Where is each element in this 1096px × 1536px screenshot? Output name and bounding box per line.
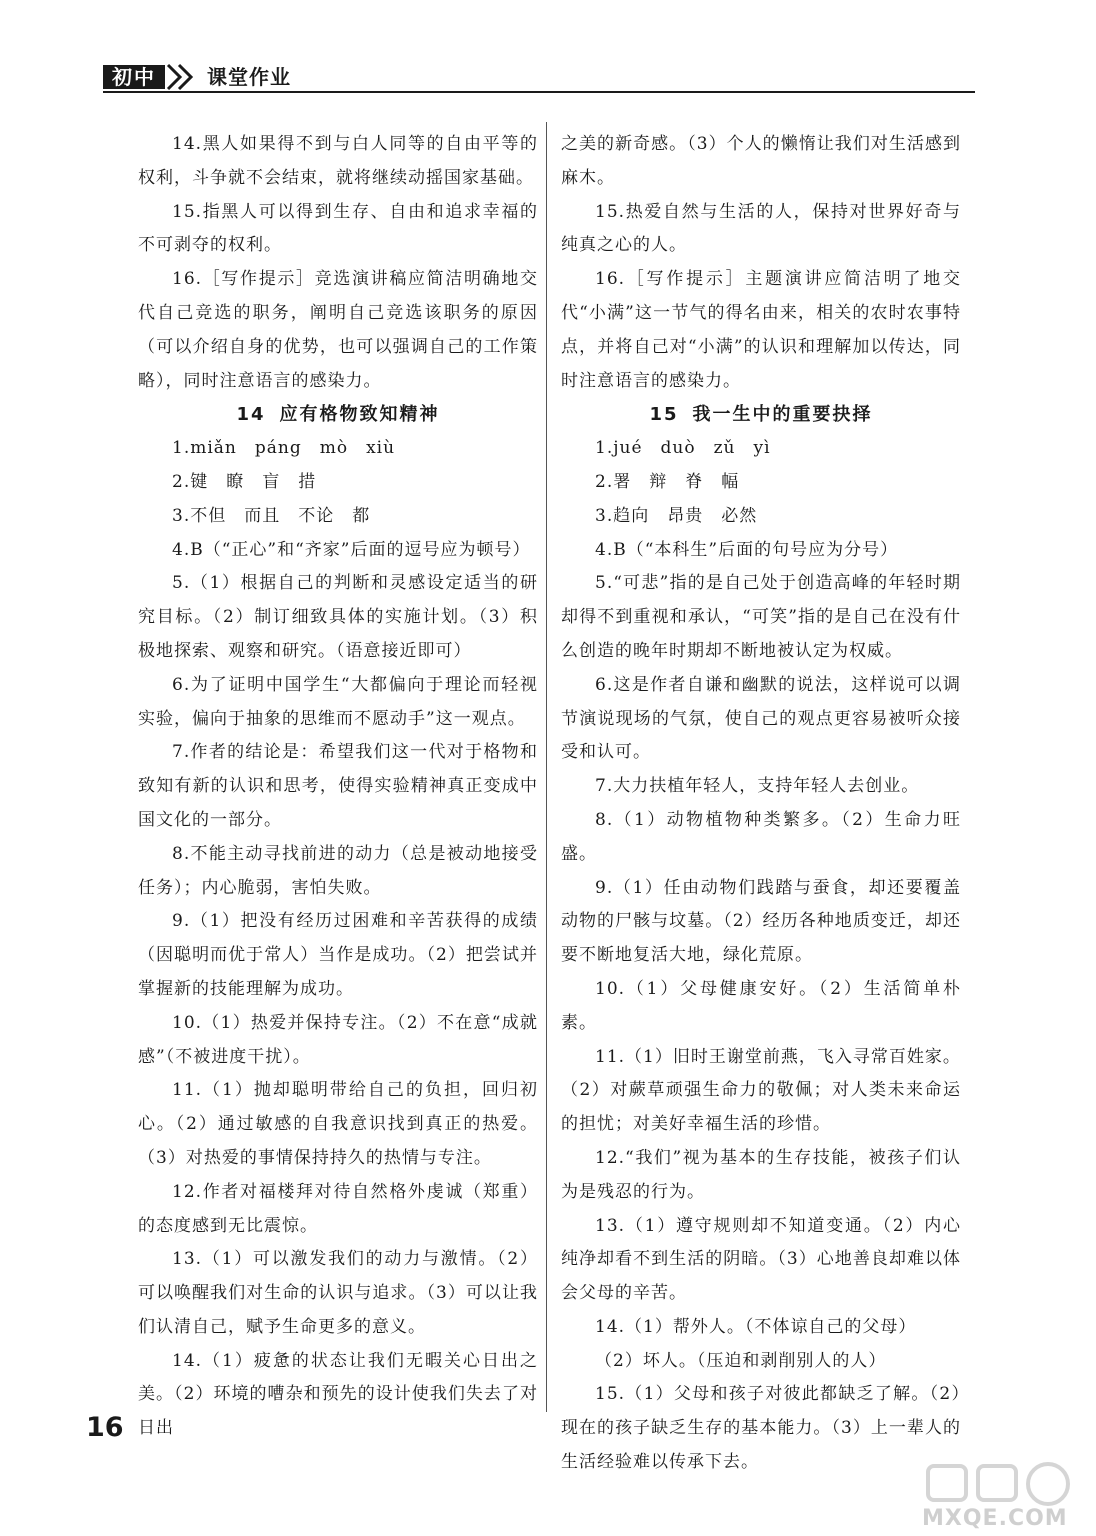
answer-paragraph: 9.（1）把没有经历过困难和辛苦获得的成绩（因聪明而优于常人）当作是成功。（2）把尝试并掌握新的技能理解为成功。 [138,911,538,999]
answer-paragraph: （2）坏人。（压迫和剥削别人的人） [595,1350,887,1371]
answer-paragraph: 16.［写作提示］主题演讲应简洁明了地交代“小满”这一节气的得名由来，相关的农时农事特点，并将自己对“小满”的认识和理解加以传达，同时注意语言的感染力。 [561,269,961,391]
section-heading [561,398,961,432]
section-heading [138,398,538,432]
answer-paragraph: 14.（1）疲惫的状态让我们无暇关心日出之美。（2）环境的嘈杂和预先的设计使我们失去了对日出 [138,1350,538,1439]
answer-paragraph: 13.（1）遵守规则却不知道变通。（2）内心纯净却看不到生活的阴暗。（3）心地善良却难以体会父母的辛苦。 [561,1215,961,1304]
answer-paragraph: 12.作者对福楼拜对待自然格外虔诚（郑重）的态度感到无比震惊。 [138,1181,538,1236]
answer-paragraph: 5.（1）根据自己的判断和灵感设定适当的研究目标。（2）制订细致具体的实施计划。（3）积极地探索、观察和研究。（语意接近即可） [138,573,538,661]
answer-paragraph: 6.为了证明中国学生“大都偏向于理论而轻视实验，偏向于抽象的思维而不愿动手”这一观点。 [138,674,538,729]
answer-paragraph: 15.指黑人可以得到生存、自由和追求幸福的不可剥夺的权利。 [138,201,538,256]
answer-paragraph: 12.“我们”视为基本的生存技能，被孩子们认为是残忍的行为。 [561,1147,961,1202]
answer-paragraph: 8.（1）动物植物种类繁多。（2）生命力旺盛。 [561,809,961,864]
watermark-text: MXQE.COM [922,1506,1068,1531]
answer-paragraph: 之美的新奇感。（3）个人的懒惰让我们对生活感到麻木。 [561,134,961,188]
left-column [138,128,538,1446]
header-rule [103,91,975,93]
answer-paragraph: 14.（1）帮外人。（不体谅自己的父母） [595,1316,917,1337]
answer-paragraph: 11.（1）旧时王谢堂前燕，飞入寻常百姓家。 [595,1046,961,1067]
answer-paragraph: 15.（1）父母和孩子对彼此都缺乏了解。（2）现在的孩子缺乏生存的基本能力。（3）上一辈人的生活经验难以传承下去。 [561,1384,961,1473]
answer-paragraph: 3.不但 而且 不论 都 [172,505,371,526]
answer-paragraph: 1.jué duò zǔ yì [595,438,771,459]
series-title: 课堂作业 [207,65,291,89]
answer-paragraph: 8.不能主动寻找前进的动力（总是被动地接受任务）；内心脆弱，害怕失败。 [138,843,538,898]
answer-paragraph: 16.［写作提示］竞选演讲稿应简洁明确地交代自己竞选的职务，阐明自己竞选该职务的原因（可以介绍自身的优势，也可以强调自己的工作策略），同时注意语言的感染力。 [138,269,538,391]
section-title: 我一生中的重要抉择 [692,404,873,426]
answer-paragraph: 1.miǎn páng mò xiù [172,438,396,459]
answer-paragraph: 4.B（“正心”和“齐家”后面的逗号应为顿号） [172,539,531,560]
watermark-logo-icon [908,1460,1088,1510]
section-number: 15 [649,404,679,426]
answer-paragraph: 5.“可悲”指的是自己处于创造高峰的年轻时期却得不到重视和承认，“可笑”指的是自己在没有什么创造的晚年时期却不断地被认定为权威。 [561,573,961,661]
answer-paragraph: 11.（1）抛却聪明带给自己的负担，回归初心。（2）通过敏感的自我意识找到真正的热爱。（3）对热爱的事情保持持久的热情与专注。 [138,1080,538,1168]
answer-paragraph: 7.大力扶植年轻人，支持年轻人去创业。 [595,776,920,797]
watermark [908,1460,1088,1536]
right-column [561,128,961,1480]
answer-paragraph: 6.这是作者自谦和幽默的说法，这样说可以调节演说现场的气氛，使自己的观点更容易被听众接受和认可。 [561,674,961,763]
section-title: 应有格物致知精神 [279,404,440,426]
answer-paragraph: 9.（1）任由动物们践踏与蚕食，却还要覆盖动物的尸骸与坟墓。（2）经历各种地质变迁，却还要不断地复活大地，绿化荒原。 [561,877,961,966]
answer-paragraph: （2）对蕨草顽强生命力的敬佩；对人类未来命运的担忧；对美好幸福生活的珍惜。 [561,1080,961,1135]
answer-paragraph: 13.（1）可以激发我们的动力与激情。（2）可以唤醒我们对生命的认识与追求。（3）可以让我们认清自己，赋予生命更多的意义。 [138,1249,538,1337]
answer-paragraph: 14.黑人如果得不到与白人同等的自由平等的权利，斗争就不会结束，就将继续动摇国家基础。 [138,134,538,188]
grade-tag: 初中 [103,65,165,89]
answer-paragraph: 2.署 辩 脊 幅 [595,471,740,492]
answer-paragraph: 2.键 瞭 盲 措 [172,471,317,492]
answer-paragraph: 10.（1）热爱并保持专注。（2）不在意“成就感”（不被进度干扰）。 [138,1012,538,1067]
double-chevron-icon [165,62,199,92]
column-divider [546,122,547,1412]
page-number: 16 [86,1412,124,1443]
answer-paragraph: 7.作者的结论是：希望我们这一代对于格物和致知有新的认识和思考，使得实验精神真正变成中国文化的一部分。 [138,742,538,830]
page-header [103,62,975,92]
section-number: 14 [236,404,266,426]
answer-paragraph: 10.（1）父母健康安好。（2）生活简单朴素。 [561,978,961,1033]
answer-paragraph: 4.B（“本科生”后面的句号应为分号） [595,539,899,560]
answer-paragraph: 15.热爱自然与生活的人，保持对世界好奇与纯真之心的人。 [561,201,961,256]
answer-paragraph: 3.趋向 昂贵 必然 [595,505,758,526]
